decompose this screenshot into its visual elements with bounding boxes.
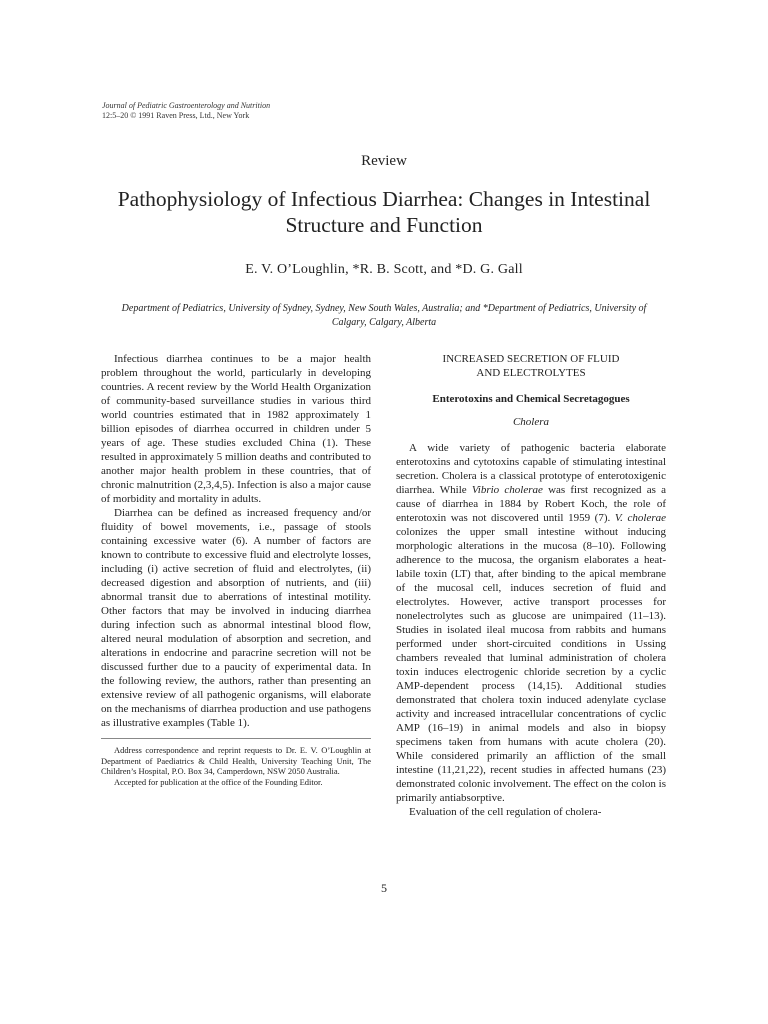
- text-run: colonizes the upper small intestine without inducing morphologic alterations in the mucosa (8–10). Following adherence to the mucosa, the organism elaborates a heat-labile toxin (LT) that, after binding to the apical membrane of the mucosal cell, induces secretion of fluid and electrolytes. However, active transport processes for nonelectrolytes such as glucose are unimpaired (11–13). Studies in isolated ileal mucosa from rabbits and humans performed under short-circuited conditions in Ussing chambers revealed that luminal administration of cholera toxin induces electrogenic chloride secretion by a cyclic AMP-dependent process (14,15). Additional studies demonstrated that cholera toxin induced adenylate cyclase activity and increased intracellular concentrations of cyclic AMP (16–19) in animal models and also in biopsy specimens taken from humans with acute cholera (20). While considered primarily an affliction of the small intestine (11,21,22), recent studies in affected humans (23) demonstrated colonic involvement. The effect on the colon is primarily antiabsorptive.: [396, 526, 666, 804]
- section-label: Review: [361, 153, 407, 169]
- page-number: 5: [381, 881, 387, 895]
- affiliation: Department of Pediatrics, University of Sydney, Sydney, New South Wales, Australia; and *Department of Pediatrics, University of Calgary, Calgary, Alberta: [121, 303, 647, 328]
- subsection-heading: Enterotoxins and Chemical Secretagogues: [432, 393, 630, 405]
- left-column: [101, 352, 371, 787]
- footnote-divider: [101, 738, 371, 739]
- article-title: Pathophysiology of Infectious Diarrhea: Changes in Intestinal Structure and Function: [117, 187, 651, 237]
- right-column: [396, 352, 666, 819]
- journal-citation: 12:5–20 © 1991 Raven Press, Ltd., New York: [102, 110, 250, 120]
- footnote-correspondence: Address correspondence and reprint requests to Dr. E. V. O’Loughlin at Department of Paediatrics & Child Health, University Teaching Unit, The Children’s Hospital, P.O. Box 34, Camperdown, NSW 2050 Australia.: [101, 745, 371, 776]
- subsubsection-heading: Cholera: [512, 416, 550, 428]
- authors: E. V. O’Loughlin, *R. B. Scott, and *D. G. Gall: [245, 262, 523, 277]
- section-heading-line: AND ELECTROLYTES: [476, 367, 586, 379]
- paragraph: Infectious diarrhea continues to be a major health problem throughout the world, particularly in developing countries. A recent review by the World Health Organization of community-based surveillance studies in various third world countries estimated that in 1982 approximately 1 billion episodes of diarrhea occurred in children under 5 years of age. These studies excluded China (1). These resulted in approximately 5 million deaths and contributed to another major health problem in these countries, that of chronic malnutrition (2,3,4,5). Infection is also a major cause of morbidity and mortality in adults.: [101, 353, 371, 505]
- footnote-accepted: Accepted for publication at the office of the Founding Editor.: [114, 776, 323, 787]
- section-heading: [396, 352, 666, 380]
- text-run: was first recognized as a cause of diarrhea in 1884 by Robert Koch, the role of enterotoxin was not discovered until 1959 (7).: [396, 484, 666, 524]
- paragraph: [396, 441, 666, 805]
- journal-name: Journal of Pediatric Gastroenterology and Nutrition: [102, 101, 271, 110]
- species-name: Vibrio cholerae: [471, 484, 543, 496]
- species-name: V. cholerae: [614, 512, 666, 524]
- paragraph: Diarrhea can be defined as increased frequency and/or fluidity of bowel movements, i.e., passage of stools containing excessive water (6). A number of factors are known to contribute to excessive fluid and electrolyte losses, including (i) active secretion of fluid and electrolytes, (ii) decreased digestion and absorption of nutrients, and (iii) abnormal transit due to aberrations of intestinal motility. Other factors that may be involved in inducing diarrhea during infection such as abnormal intestinal blood flow, altered neural modulation of absorption and secretion, and alterations in endocrine and paracrine secretion will not be discussed further due to a paucity of experimental data. In the following review, the authors, rather than presenting an extensive review of all pathogenic organisms, will elaborate on the mechanisms of diarrhea production and use pathogens as illustrative examples (Table 1).: [101, 507, 371, 729]
- journal-header: [102, 101, 270, 120]
- paragraph: Evaluation of the cell regulation of cholera-: [409, 806, 602, 818]
- section-heading-line: INCREASED SECRETION OF FLUID: [442, 353, 620, 365]
- text-run: A wide variety of pathogenic bacteria elaborate enterotoxins and cytotoxins capable of stimulating intestinal secretion. Cholera is a classical prototype of enterotoxigenic diarrhea. While: [396, 442, 666, 496]
